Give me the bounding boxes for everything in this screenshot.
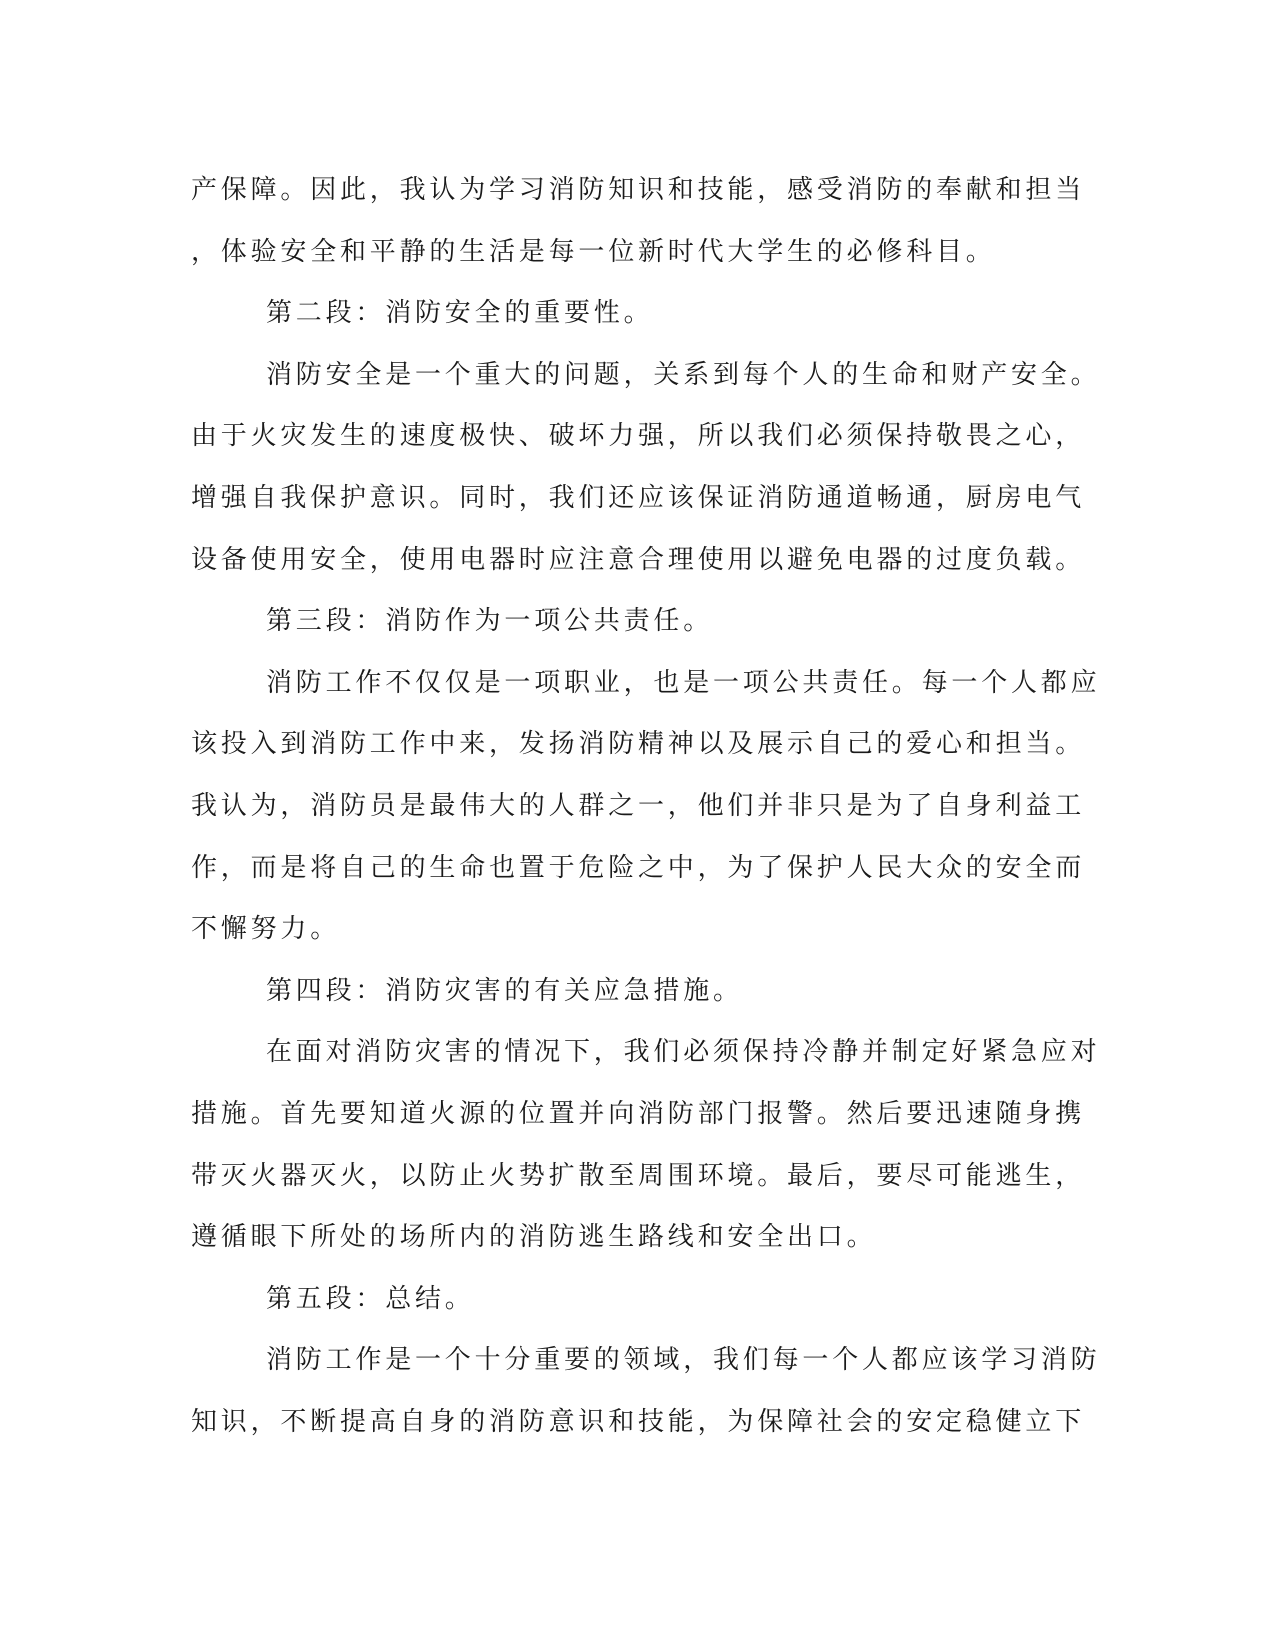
paragraph-first-line: 第二段：消防安全的重要性。 xyxy=(266,298,654,329)
text-line: 带灭火器灭火，以防止火势扩散至周围环境。最后，要尽可能逃生， xyxy=(191,1160,1086,1191)
text-line: 该投入到消防工作中来，发扬消防精神以及展示自己的爱心和担当。 xyxy=(191,729,1086,760)
paragraph-first-line: 第三段：消防作为一项公共责任。 xyxy=(266,606,714,637)
text-line: 增强自我保护意识。同时，我们还应该保证消防通道畅通，厨房电气 xyxy=(191,482,1086,513)
text-line: 作，而是将自己的生命也置于危险之中，为了保护人民大众的安全而 xyxy=(191,852,1086,883)
text-line: 不懈努力。 xyxy=(191,914,341,945)
document-body xyxy=(191,160,1101,1453)
paragraph-first-line: 在面对消防灾害的情况下，我们必须保持冷静并制定好紧急应对 xyxy=(266,1037,1101,1068)
text-line: 措施。首先要知道火源的位置并向消防部门报警。然后要迅速随身携 xyxy=(191,1098,1086,1129)
paragraph-first-line: 消防工作是一个十分重要的领域，我们每一个人都应该学习消防 xyxy=(266,1345,1101,1376)
paragraph-first-line: 第四段：消防灾害的有关应急措施。 xyxy=(266,975,743,1006)
paragraph-first-line: 消防工作不仅仅是一项职业，也是一项公共责任。每一个人都应 xyxy=(266,667,1101,698)
paragraph-first-line: 第五段：总结。 xyxy=(266,1283,475,1314)
paragraph-first-line: 消防安全是一个重大的问题，关系到每个人的生命和财产安全。 xyxy=(266,359,1101,390)
text-line: ，体验安全和平静的生活是每一位新时代大学生的必修科目。 xyxy=(191,236,996,267)
text-line: 知识，不断提高自身的消防意识和技能，为保障社会的安定稳健立下 xyxy=(191,1406,1086,1437)
text-line: 由于火灾发生的速度极快、破坏力强，所以我们必须保持敬畏之心， xyxy=(191,421,1086,452)
text-line: 我认为，消防员是最伟大的人群之一，他们并非只是为了自身利益工 xyxy=(191,790,1086,821)
text-line: 设备使用安全，使用电器时应注意合理使用以避免电器的过度负载。 xyxy=(191,544,1086,575)
text-line: 产保障。因此，我认为学习消防知识和技能，感受消防的奉献和担当 xyxy=(191,175,1086,205)
text-line: 遵循眼下所处的场所内的消防逃生路线和安全出口。 xyxy=(191,1222,877,1253)
